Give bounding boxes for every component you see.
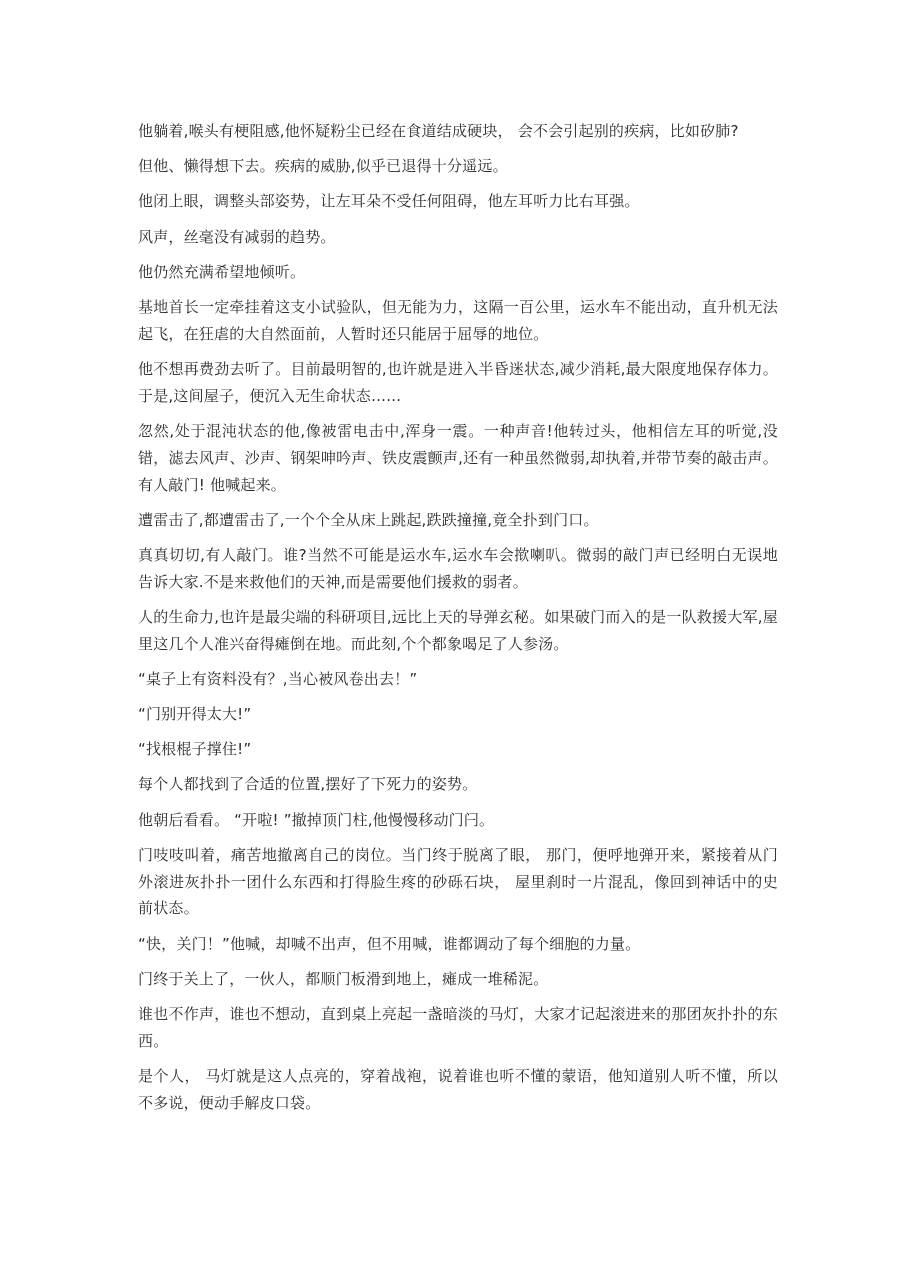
paragraph: “门别开得太大!” bbox=[138, 705, 252, 724]
paragraph: 是个人， 马灯就是这人点亮的，穿着战袍，说着谁也听不懂的蒙语，他知道别人听不懂，所以不多说，便动手解皮口袋。 bbox=[138, 1066, 778, 1112]
paragraph: 他躺着,喉头有梗阻感,他怀疑粉尘已经在食道结成硬块， 会不会引起别的疾病，比如矽肺? bbox=[138, 122, 739, 140]
paragraph: 门吱吱叫着，痛苦地撤离自己的岗位。当门终于脱离了眼， 那门，便呼地弹开来，紧接着从门外滚进灰扑扑一团什么东西和打得脸生疼的砂砾石块， 屋里刹时一片混乱，像回到神话中的史前状态。 bbox=[138, 845, 778, 918]
paragraph: 忽然,处于混沌状态的他,像被雷电击中,浑身一震。一种声音!他转过头，他相信左耳的听觉,没错，滤去风声、沙声、钢架呻吟声、铁皮震颤声,还有一种虽然微弱,却执着,并带节奏的敲击声。有人敲门! 他喊起来。 bbox=[138, 421, 778, 494]
paragraph: 他不想再费劲去听了。目前最明智的,也许就是进入半昏迷状态,减少消耗,最大限度地保存体力。于是,这间屋子，便沉入无生命状态…… bbox=[138, 359, 778, 405]
paragraph: 遭雷击了,都遭雷击了,一个个全从床上跳起,跌跌撞撞,竟全扑到门口。 bbox=[138, 510, 599, 529]
paragraph: 人的生命力,也许是最尖端的科研项目,远比上天的导弹玄秘。如果破门而入的是一队救援大军,屋里这几个人准兴奋得瘫倒在地。而此刻,个个都象喝足了人参汤。 bbox=[138, 607, 778, 653]
paragraph: 但他、懒得想下去。疾病的威胁,似乎已退得十分遥远。 bbox=[138, 157, 508, 176]
paragraph: 门终于关上了，一伙人，都顺门板滑到地上，瘫成一堆稀泥。 bbox=[138, 969, 549, 988]
paragraph: 他仍然充满希望地倾听。 bbox=[138, 262, 306, 281]
paragraph: 真真切切,有人敲门。谁?当然不可能是运水车,运水车会揿喇叭。微弱的敲门声已经明白无误地告诉大家.不是来救他们的天神,而是需要他们援救的弱者。 bbox=[138, 545, 778, 591]
paragraph: “快，关门！”他喊，却喊不出声，但不用喊，谁都调动了每个细胞的力量。 bbox=[138, 934, 641, 953]
paragraph: 基地首长一定牵挂着这支小试验队，但无能为力，这隔一百公里，运水车不能出动，直升机无法起飞，在狂虐的大自然面前，人暂时还只能居于屈辱的地位。 bbox=[138, 297, 778, 343]
paragraph: 他朝后看看。 “开啦! ”撤掉顶门柱,他慢慢移动门闩。 bbox=[138, 810, 495, 829]
paragraph: 每个人都找到了合适的位置,摆好了下死力的姿势。 bbox=[138, 775, 478, 794]
paragraph: 他闭上眼，调整头部姿势，让左耳朵不受任何阻碍，他左耳听力比右耳强。 bbox=[138, 192, 640, 211]
paragraph: 谁也不作声，谁也不想动，直到桌上亮起一盏暗淡的马灯，大家才记起滚进来的那团灰扑扑的东西。 bbox=[138, 1004, 778, 1050]
paragraph: 风声，丝毫没有减弱的趋势。 bbox=[138, 227, 336, 246]
document-body bbox=[138, 118, 778, 1125]
paragraph: “找根棍子撑住!” bbox=[138, 740, 252, 759]
paragraph: “桌子上有资料没有？,当心被风卷出去！” bbox=[138, 669, 418, 688]
